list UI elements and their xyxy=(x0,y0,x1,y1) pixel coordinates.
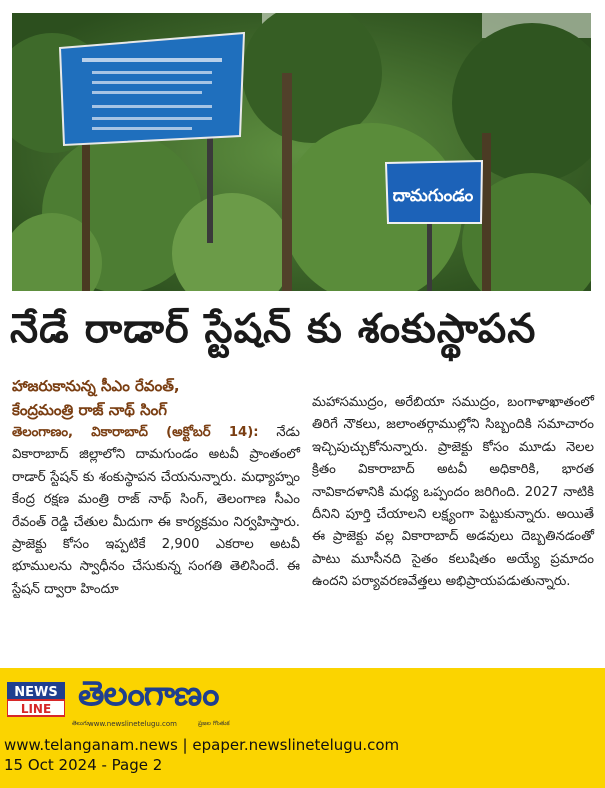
logo-news-text: NEWS xyxy=(14,685,58,700)
brand-url: www.newslinetelugu.com xyxy=(88,720,177,728)
brand-tagline: ప్రజల గొంతుక xyxy=(198,720,230,727)
logo-line-text: LINE xyxy=(20,702,52,716)
brand-name: తెలంగాణం xyxy=(78,674,219,714)
right-sign-text: దామగుండం xyxy=(392,186,474,206)
right-body-text: మహాసముద్రం, అరేబియా సముద్రం, బంగాళాఖాతంలో తిరిగే నౌకలు, జలాంతర్గాముల్లోని సిబ్బందికి సమాచారం ఇచ్చిపుచ్చుకోనున్నారు. ప్రాజెక్టు కోసం మూడు నెలల క్రితం వికారాబాద్ అటవీ అధికారికి, భారత నావికాదళానికి మధ్య ఒప్పందం జరిగింది. 2027 నాటికి దీనిని పూర్తి చేయాలని లక్ష్యంగా పెట్టుకున్నారు. అయితే ఈ ప్రాజెక్టు వల్ల వికారాబాద్ అడవులు దెబ్బతినడంతో పాటు మూసీనది సైతం కలుషితం అయ్యే ప్రమాదం ఉందని పర్యావరణవేత్తలు అభిప్రాయపడుతున్నారు. xyxy=(312,395,594,590)
article-photo xyxy=(12,13,591,291)
footer-banner xyxy=(0,668,605,788)
footer-websites: www.telanganam.news | epaper.newslinetelugu.com xyxy=(4,736,400,754)
dateline: తెలంగాణం, వికారాబాద్ (అక్టోబర్ 14): xyxy=(12,425,259,440)
logo-small-label: తెలుగు xyxy=(72,720,89,727)
left-body xyxy=(12,422,300,601)
left-body-text: నేడు వికారాబాద్ జిల్లాలోని దామగుండం అటవీ ప్రాంతంలో రాడార్ స్టేషన్ కు శంకుస్థాపన చేయనున్నారు. మధ్యాహ్నం కేంద్ర రక్షణ మంత్రి రాజ్ నాథ్ సింగ్, తెలంగాణ సీఎం రేవంత్ రెడ్డి చేతుల మీదుగా ఈ కార్యక్రమం నిర్వహిస్తారు. ప్రాజెక్టు కోసం ఇప్పటికే 2,900 ఎకరాల అటవీ భూములను స్వాధీనం చేసుకున్న సంగతి తెలిసిందే. ఈ స్టేషన్ ద్వారా హిందూ xyxy=(12,425,300,597)
article-left-column xyxy=(12,374,300,601)
subhead-1: హాజరుకానున్న సీఎం రేవంత్, xyxy=(12,377,180,395)
footer-date-page: 15 Oct 2024 - Page 2 xyxy=(4,756,163,774)
newsline-logo xyxy=(7,682,65,718)
headline: నేడే రాడార్ స్టేషన్ కు శంకుస్థాపన xyxy=(10,306,537,352)
right-name-sign xyxy=(386,161,482,223)
left-info-sign xyxy=(60,33,244,145)
subhead-2: కేంద్రమంత్రి రాజ్ నాథ్ సింగ్ xyxy=(12,401,167,419)
article-right-column xyxy=(312,392,594,594)
